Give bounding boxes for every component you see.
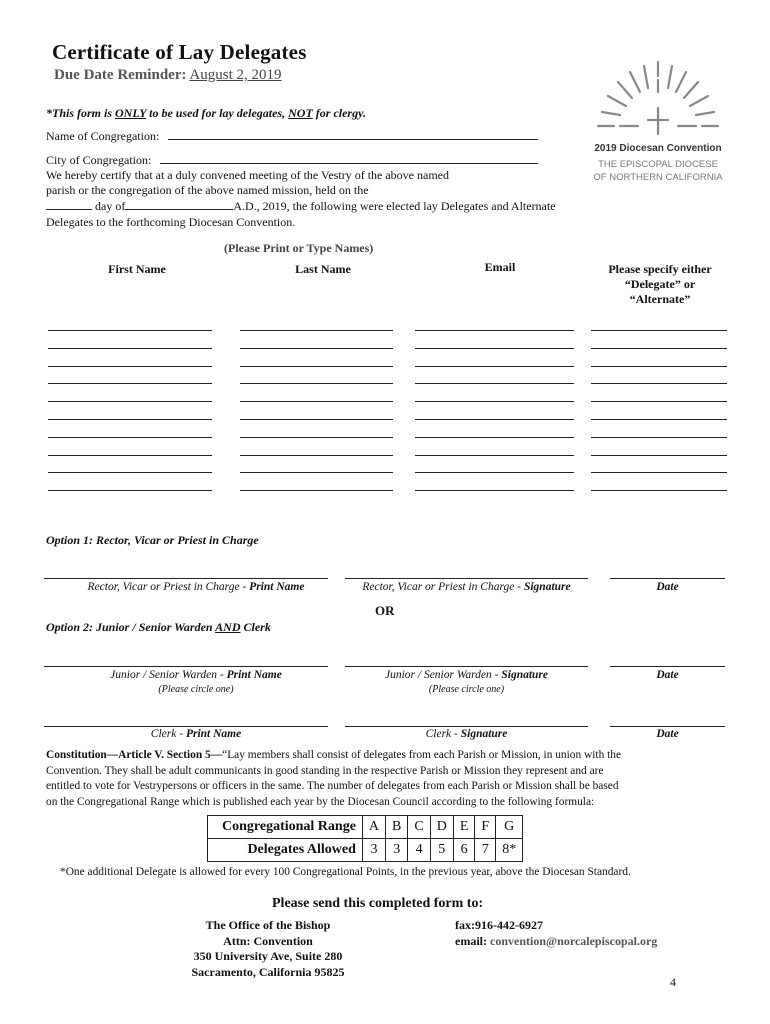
certify-line1: We hereby certify that at a duly convened meeting of the Vestry of the above named [46,168,449,182]
day-input[interactable] [46,209,92,210]
delegate-last-name-line[interactable] [240,366,393,367]
rector-date-label: Date [656,581,679,593]
rector-print-line[interactable] [44,578,328,579]
warden-date-label: Date [656,669,679,681]
warden-sign-circle-note: (Please circle one) [428,684,505,695]
due-date-reminder [54,67,282,84]
delegates-cell: 8* [496,839,523,862]
col-last-name: Last Name [295,262,351,276]
range-cell: G [496,816,523,839]
delegates-row [208,839,523,862]
delegate-delegate-type-line[interactable] [591,437,727,438]
delegate-first-name-line[interactable] [48,472,212,473]
option1-heading: Option 1: Rector, Vicar or Priest in Charge [46,533,259,547]
warden-circle-note: (Please circle one) [158,684,234,695]
due-date: August 2, 2019 [189,67,282,83]
page-number: 4 [670,975,676,989]
rector-print-label: Rector, Vicar or Priest in Charge - Print Name [87,581,305,593]
warden-print-label: Junior / Senior Warden - Print Name [110,669,282,681]
delegates-label: Delegates Allowed [208,839,363,862]
certify-line2: parish or the congregation of the above named mission, held on the [46,183,369,197]
range-row [208,816,523,839]
delegate-delegate-type-line[interactable] [591,366,727,367]
delegates-cell: 3 [386,839,408,862]
due-label: Due Date Reminder: [54,67,187,83]
delegate-last-name-line[interactable] [240,490,393,491]
delegate-first-name-line[interactable] [48,455,212,456]
delegate-delegate-type-line[interactable] [591,419,727,420]
certify-line3: day of A.D., 2019, the following were elected lay Delegates and Alternate [46,199,556,214]
clerk-print-label: Clerk - Print Name [150,728,242,740]
congregation-label: Name of Congregation: [46,129,160,143]
delegate-first-name-line[interactable] [48,401,212,402]
page-title: Certificate of Lay Delegates [52,40,307,64]
clergy-note: *This form is ONLY to be used for lay delegates, NOT for clergy. [46,106,366,120]
delegate-email-line[interactable] [415,401,574,402]
delegate-last-name-line[interactable] [240,472,393,473]
range-cell: D [430,816,453,839]
delegate-email-line[interactable] [415,366,574,367]
month-input[interactable] [125,209,233,210]
delegate-first-name-line[interactable] [48,330,212,331]
delegate-delegate-type-line[interactable] [591,383,727,384]
sunburst-cross-icon [588,58,728,136]
congregation-input[interactable] [168,139,538,140]
delegate-last-name-line[interactable] [240,455,393,456]
fax: fax:916-442-6927 [455,918,543,932]
rector-date-line[interactable] [610,578,725,579]
delegate-last-name-line[interactable] [240,330,393,331]
city-field [46,153,538,168]
delegate-first-name-line[interactable] [48,490,212,491]
delegate-email-line[interactable] [415,348,574,349]
delegates-cell: 3 [362,839,385,862]
warden-print-line[interactable] [44,666,328,667]
range-cell: A [362,816,385,839]
email-link[interactable]: convention@norcalepiscopal.org [490,933,658,948]
delegate-email-line[interactable] [415,437,574,438]
col-first-name: First Name [108,262,166,276]
print-note: (Please Print or Type Names) [224,241,374,255]
delegate-last-name-line[interactable] [240,401,393,402]
range-cell: B [386,816,408,839]
contact-info: fax:916-442-6927 email: convention@norcalepiscopal.org [455,918,658,948]
send-heading: Please send this completed form to: [272,896,484,911]
delegate-email-line[interactable] [415,455,574,456]
range-cell: C [408,816,430,839]
delegates-cell: 4 [408,839,430,862]
delegate-email-line[interactable] [415,419,574,420]
range-cell: E [453,816,475,839]
footnote: *One additional Delegate is allowed for every 100 Congregational Points, in the previous year, above the Diocesan Standard. [60,866,631,878]
delegate-first-name-line[interactable] [48,383,212,384]
warden-date-line[interactable] [610,666,725,667]
logo-diocese-text: THE EPISCOPAL DIOCESE OF NORTHERN CALIFORNIA [593,159,723,183]
or-divider: OR [375,603,395,618]
mailing-address: The Office of the Bishop Attn: Convention 350 University Ave, Suite 280 Sacramento, California 95825 [191,918,345,979]
delegate-email-line[interactable] [415,330,574,331]
constitution-text: Constitution—Article V. Section 5—“Lay members shall consist of delegates from each Parish or Mission, in union with the Convention. They shall be adult communicants in good standing in the respective Parish or Mission they represent and are entitled to vote for Vestrypersons or officers in the same. The number of delegates from each Parish or Mission shall be based on the Congregational Range which is published each year by the Diocesan Council according to the following formula: [46,749,622,808]
delegate-last-name-line[interactable] [240,419,393,420]
delegate-delegate-type-line[interactable] [591,472,727,473]
option2-heading: Option 2: Junior / Senior Warden AND Clerk [46,620,271,634]
delegate-last-name-line[interactable] [240,437,393,438]
delegate-email-line[interactable] [415,383,574,384]
delegate-last-name-line[interactable] [240,348,393,349]
delegate-email-line[interactable] [415,490,574,491]
delegate-delegate-type-line[interactable] [591,455,727,456]
delegate-delegate-type-line[interactable] [591,348,727,349]
delegates-cell: 5 [430,839,453,862]
logo-convention-text: 2019 Diocesan Convention [594,143,722,154]
delegate-delegate-type-line[interactable] [591,330,727,331]
delegate-first-name-line[interactable] [48,437,212,438]
col-email: Email [484,260,516,274]
delegate-first-name-line[interactable] [48,366,212,367]
congregational-range-table [207,815,523,862]
delegate-first-name-line[interactable] [48,348,212,349]
certify-line4: Delegates to the forthcoming Diocesan Convention. [46,215,296,229]
delegate-delegate-type-line[interactable] [591,401,727,402]
delegates-cell: 6 [453,839,475,862]
congregation-field [46,129,538,144]
delegate-delegate-type-line[interactable] [591,490,727,491]
city-input[interactable] [160,163,538,164]
rector-signature-label: Rector, Vicar or Priest in Charge - Signature [362,581,571,593]
clerk-print-line[interactable] [44,726,328,727]
clerk-date-label: Date [656,728,679,740]
rector-signature-line[interactable] [345,578,588,579]
clerk-date-line[interactable] [610,726,725,727]
warden-signature-label: Junior / Senior Warden - Signature [384,669,549,681]
col-delegate-type: Please specify either “Delegate” or “Alternate” [608,262,712,306]
range-cell: F [475,816,496,839]
city-label: City of Congregation: [46,153,152,167]
delegate-email-line[interactable] [415,472,574,473]
clerk-signature-label: Clerk - Signature [425,728,508,740]
delegate-last-name-line[interactable] [240,383,393,384]
delegate-first-name-line[interactable] [48,419,212,420]
range-label: Congregational Range [208,816,363,839]
delegates-cell: 7 [475,839,496,862]
convention-logo [588,58,728,184]
clerk-signature-line[interactable] [345,726,588,727]
warden-signature-line[interactable] [345,666,588,667]
